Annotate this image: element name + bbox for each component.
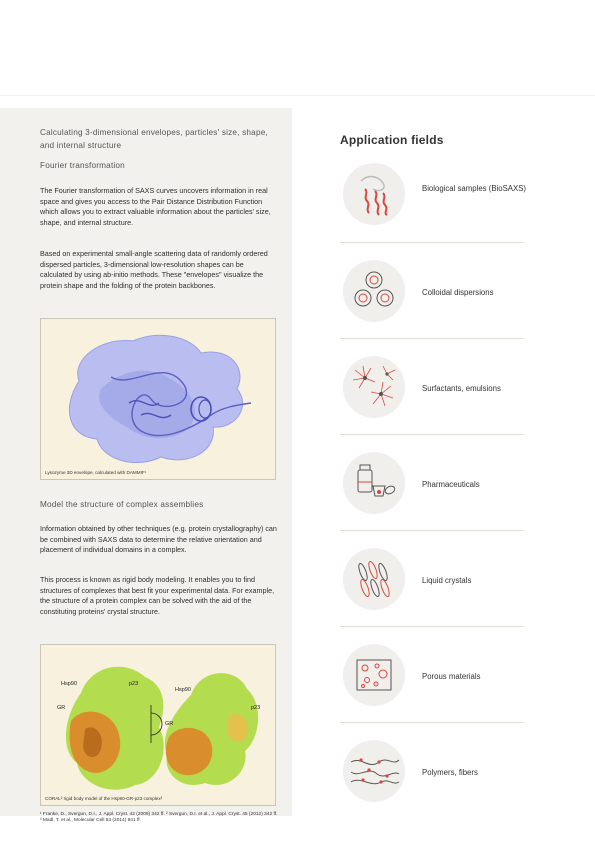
application-item-polymers	[340, 723, 523, 819]
liquid-crystal-icon	[343, 548, 405, 610]
fourier-paragraph-1: The Fourier transformation of SAXS curves uncovers information in real space and gives you access to the Pair Distance Distribution Function which allows you to extract valuable information about the particles' size, shape, and internal structure.	[40, 186, 271, 227]
reference-line-1: ¹ Franke, D., Svergun, D.I., J. Appl. Cryst. 42 (2009) 342 ff. ² Svergun, D.I. et al., J. Appl. Cryst. 45 (2012) 342 ff.	[40, 812, 278, 817]
complex-model-figure	[40, 644, 276, 806]
label-p23-right: p23	[251, 705, 261, 711]
application-item-liquid-crystals	[340, 531, 523, 627]
figure1-caption: Lysozyme 3D envelope, calculated with DAMMIF¹	[45, 470, 147, 475]
colloid-rings-icon	[343, 260, 405, 322]
label-gr-left: GR	[57, 705, 66, 711]
model-heading: Model the structure of complex assemblies	[40, 500, 204, 509]
complex-model-image	[41, 645, 275, 805]
application-label: Pharmaceuticals	[422, 480, 480, 489]
application-item-pharmaceuticals	[340, 435, 523, 531]
figure2-caption: CORAL² rigid body model of the Hsp90-GR-p23 complex³	[45, 796, 163, 801]
porous-block-icon	[343, 644, 405, 706]
protein-strands-icon	[343, 163, 405, 225]
application-item-colloidal	[340, 243, 523, 339]
pharma-bottle-icon	[343, 452, 405, 514]
label-hsp90-right: Hsp90	[175, 687, 191, 693]
label-hsp90-left: Hsp90	[61, 681, 77, 687]
application-item-porous	[340, 627, 523, 723]
left-panel	[0, 108, 292, 816]
application-item-surfactants	[340, 339, 523, 435]
header-divider	[0, 95, 595, 96]
references	[40, 812, 360, 825]
fourier-paragraph-2: Based on experimental small-angle scattering data of randomly ordered dispersed particles, 3-dimensional low-resolution shapes can be calculated by using ab-initio methods. These "envelopes" visualize the protein shape and the folding of the protein backbones.	[40, 249, 268, 290]
micelle-icon	[343, 356, 405, 418]
fourier-heading: Fourier transformation	[40, 161, 125, 170]
model-paragraph-2: This process is known as rigid body modeling. It enables you to find structures of complexes that best fit your experimental data. For example, the structure of a protein complex can be solved with the aid of the constituting proteins' crystal structure.	[40, 575, 275, 616]
section-subtitle: Calculating 3-dimensional envelopes, particles' size, shape, and internal structure	[40, 128, 268, 150]
application-label: Biological samples (BioSAXS)	[422, 184, 527, 193]
application-item-biological	[340, 147, 527, 243]
application-label: Liquid crystals	[422, 576, 472, 585]
application-fields-title: Application fields	[340, 133, 444, 147]
application-label: Porous materials	[422, 672, 481, 681]
application-label: Polymers, fibers	[422, 768, 478, 777]
label-gr-right: GR	[165, 721, 174, 727]
polymer-chains-icon	[343, 740, 405, 802]
reference-line-2: ³ Madl, T. et al., Molecular Cell 53 (2014) 941 ff.	[40, 818, 141, 824]
application-label: Surfactants, emulsions	[422, 384, 501, 393]
lysozyme-envelope-image	[41, 319, 275, 479]
lysozyme-envelope-figure	[40, 318, 276, 480]
application-label: Colloidal dispersions	[422, 288, 494, 297]
model-paragraph-1: Information obtained by other techniques (e.g. protein crystallography) can be combined with SAXS data to determine the relative orientation and placement of individual domains in a complex.	[40, 524, 277, 555]
label-p23-left: p23	[129, 681, 139, 687]
